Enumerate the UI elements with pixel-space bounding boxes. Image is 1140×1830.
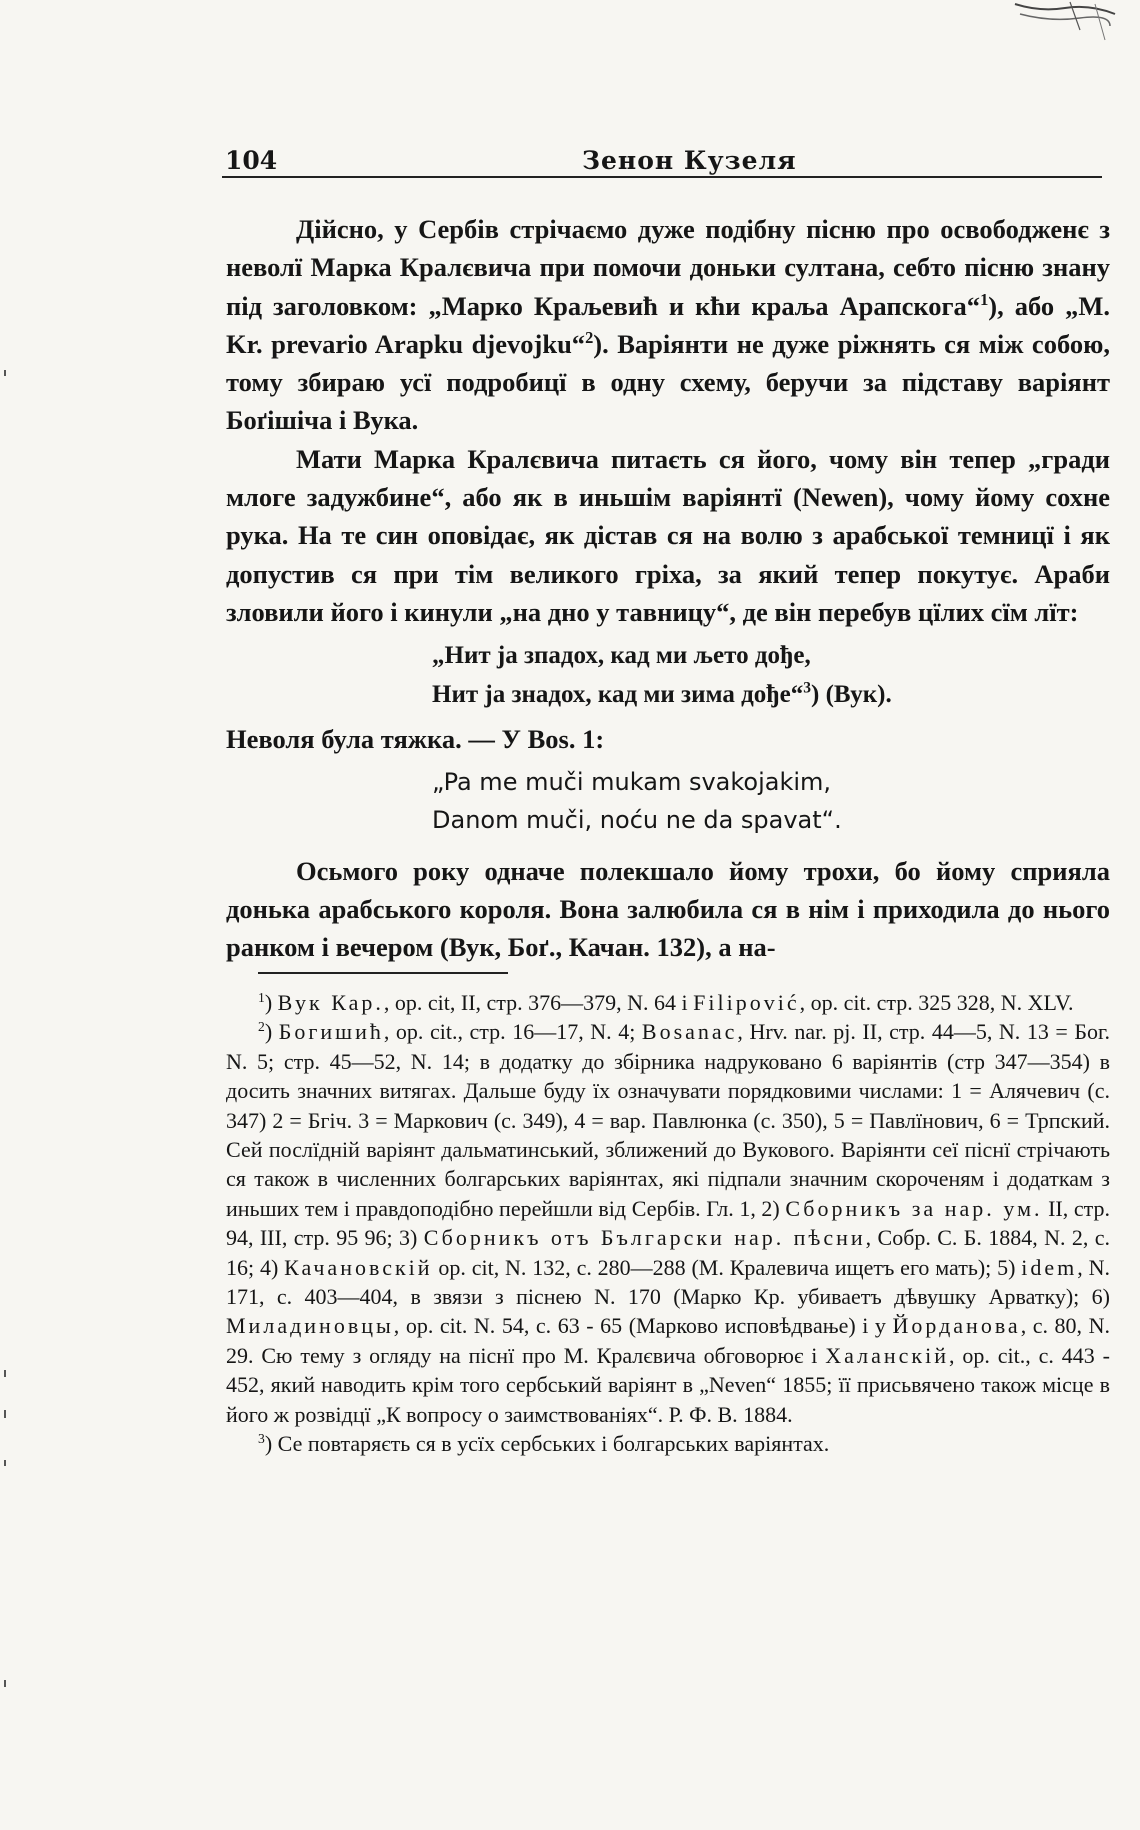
verse-line: Danom muči, noću ne da spavat“.: [432, 806, 842, 835]
verse-quote-serbian: [432, 637, 1110, 714]
footnote-ref-1: 1: [980, 289, 989, 309]
verse-line: Нит ја знадох, кад ми зима дође“$^3$) (Вук).: [432, 679, 892, 708]
header-rule: [222, 176, 1102, 178]
ink-smudge-decoration: [1010, 0, 1120, 45]
paragraph-3: Неволя була тяжка. — У Bos. 1:: [226, 724, 605, 755]
footnotes: [226, 988, 1110, 1459]
verse-quote-latin: [432, 763, 1110, 840]
footnote-2: $^2$) Богишић, op. cit., стр. 16—17, N. 4; Bosanac, Hrv. nar. pj. II, стр. 44—5, N. 13 = Бог. N. 5; стр. 45—52, N. 14; в додатку до збірника надруковано 6 варіянтів (стр 347—354) в досить значних витягах. Дальше буду їх означувати порядковими числами: 1 = Алячевич (с. 347) 2 = Бгіч. 3 = Маркович (с. 349), 4 = вар. Павлюнка (с. 350), 5 = Павлїнович, 6 = Трпский. Сей послїдній варіянт дальматинський, зближений до Вукового. Варіянти сеї піснї стрічають ся також в численних болгарських варіянтах, які підпали значним скороченям і додаткам з иньших тем і правдоподібно перейшли від Сербів. Гл. 1, 2) Сборникъ за нар. ум. II, стр. 94, III, стр. 95 96; 3) Сборникъ отъ Български нар. пѣсни, Собр. С. Б. 1884, N. 2, с. 16; 4) Качановскій op. cit, N. 132, с. 280—288 (М. Кралевича ищетъ его мать); 5) idem, N. 171, с. 403—404, в звязи з піснею N. 170 (Марко Кр. убиваетъ дѣвушку Арватку); 6) Миладиновцы, op. cit. N. 54, с. 63 - 65 (Марково исповѣдвaњe) і у Йорданова, с. 80, N. 29. Сю тему з огляду на піснї про М. Кралєвича обговорює і Халанскій, op. cit., с. 443 - 452, який наводить крім того сербський варіянт в „Neven“ 1855; її присьвячено також місце в його ж розвідцї „К вопросу о заимствованіях“. Р. Ф. В. 1884.: [226, 1019, 1111, 1427]
footnote-3: $^3$) Се повтаряєть ся в усїх сербських і болгарських варіянтах.: [258, 1430, 830, 1457]
paragraph-1: Дійсно, у Сербів стрічаємо дуже подібну пісню про освободженє з неволї Марка Кралєвича при помочи доньки султана, себто пісню знану під заголовком: „Марко Краљевић и кћи краља Арапскога“$^1$), або „M. Kr. prevario Arapku djevojku“$^2$). Варіянти не дуже ріжнять ся між собою, тому збираю усї подробицї в одну схему, беручи за підставу варіянт Боґішіча і Вука.: [226, 214, 1111, 436]
verse-line: „Pa me muči mukam svakojakim,: [432, 767, 832, 796]
paragraph-2: Мати Марка Кралєвича питаєть ся його, чому він тепер „гради млоге задужбине“, або як в иньшім варіянтї (Newen), чому йому сохне рука. На те син оповідає, як дістав ся на волю з арабської темницї і як допустив ся при тім великого гріха, за який тепер покутує. Араби зловили його і кинули „на дно у тавницу“, де він перебув цїлих сїм лїт:: [226, 443, 1110, 627]
footnote-1: $^1$) Вук Кар., op. cit, II, стр. 376—379, N. 64 і Filipović, op. cit. стр. 325 328, N. XLV.: [258, 989, 1074, 1015]
footnote-ref-2: 2: [585, 328, 594, 348]
running-header: [222, 146, 1102, 182]
page-number: 104: [225, 146, 278, 175]
paragraph-4: Осьмого року одначе полекшало йому трохи, бо йому сприяла донька арабського короля. Вона залюбила ся в нім і приходила до нього ранком і вечером (Вук, Боґ., Качан. 132), а на-: [226, 855, 1110, 963]
verse-line: „Нит ја зпадох, кад ми љето дође,: [432, 642, 811, 670]
running-title: Зенон Кузеля: [582, 146, 797, 175]
main-text: [226, 210, 1110, 966]
footnote-rule: [258, 972, 508, 974]
scan-edge-marks: [0, 300, 12, 1700]
footnote-ref-3: 3: [803, 679, 812, 697]
